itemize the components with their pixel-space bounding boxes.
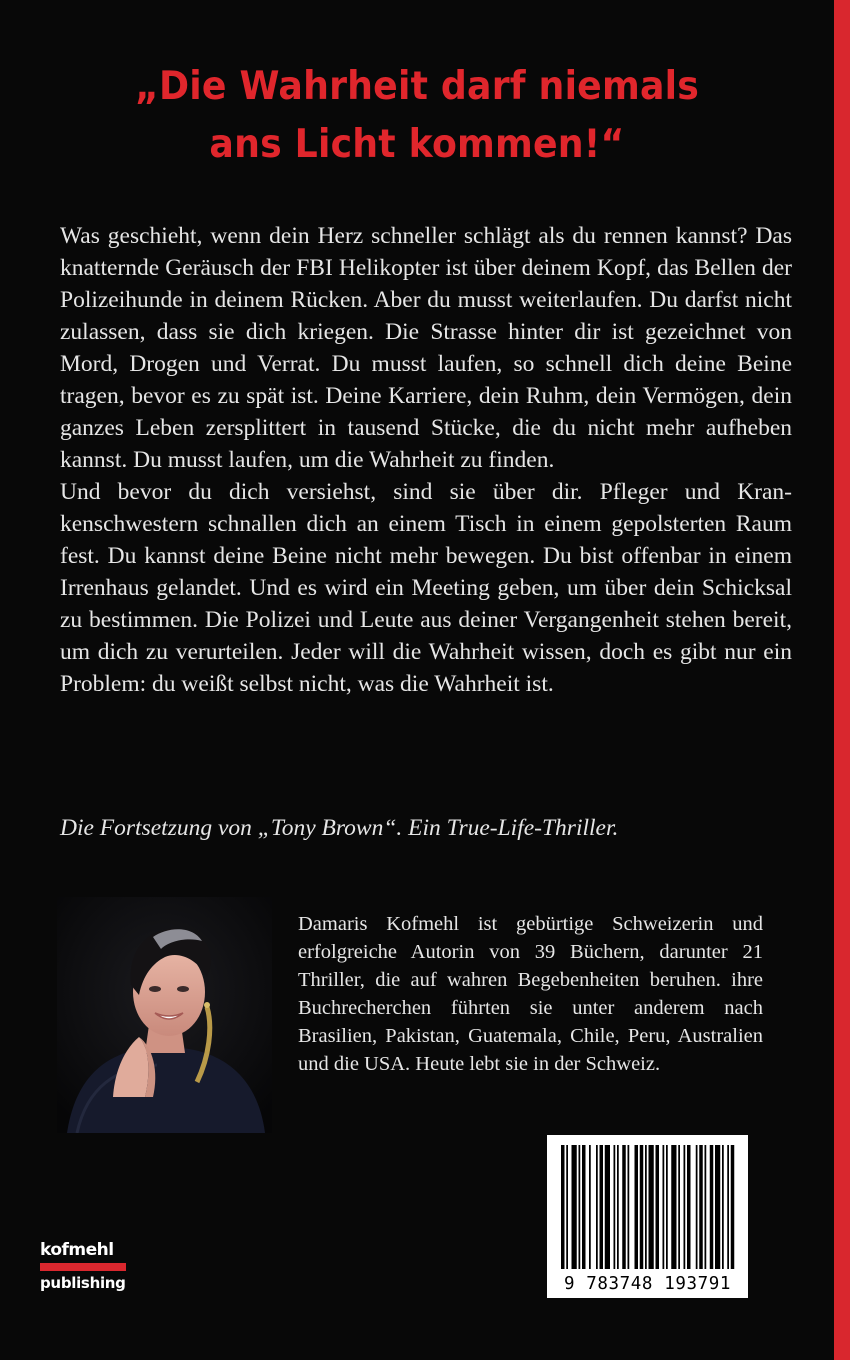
barcode-bar — [649, 1145, 654, 1269]
publisher-sub: publishing — [40, 1274, 126, 1292]
barcode-bar — [566, 1145, 568, 1269]
barcode-bar — [572, 1145, 577, 1269]
barcode-bar — [589, 1145, 591, 1269]
barcode-bar — [678, 1145, 680, 1269]
barcode-bar — [579, 1145, 581, 1269]
headline-line-2: ans Licht kommen!“ — [209, 122, 625, 167]
headline-quote — [29, 58, 805, 174]
publisher-logo-bar — [40, 1263, 126, 1271]
red-edge-stripe — [834, 0, 850, 1360]
barcode-bar — [687, 1145, 691, 1269]
barcode-bar — [561, 1145, 565, 1269]
author-bio: Damaris Kofmehl ist gebürtige Schweizerin und erfolgreiche Autorin von 39 Büchern, darunter 21 Thriller, die auf wahren Begebenheiten beruhen. ihre Buchrecherchen führten sie unter anderem nach Brasilien, Pakistan, Guatemala, Chile, Peru, Australien und die USA. Heute lebt sie in der Schweiz. — [298, 913, 763, 1075]
barcode-bar — [663, 1145, 665, 1269]
headline-line-1: „Die Wahrheit darf niemals — [134, 64, 700, 109]
barcode-bar — [727, 1145, 729, 1269]
barcode-bar — [600, 1145, 604, 1269]
barcode-bar — [622, 1145, 626, 1269]
barcode-bar — [635, 1145, 639, 1269]
barcode-bar — [731, 1145, 735, 1269]
barcode-bar — [596, 1145, 598, 1269]
barcode-bar — [640, 1145, 644, 1269]
publisher-name: kofmehl — [40, 1240, 114, 1260]
barcode-bar — [671, 1145, 676, 1269]
barcode-bar — [710, 1145, 714, 1269]
barcode-bar — [696, 1145, 698, 1269]
barcode-bar — [645, 1145, 647, 1269]
barcode-bar — [617, 1145, 619, 1269]
barcode-bar — [628, 1145, 630, 1269]
blurb-paragraph-1: Was geschieht, wenn dein Herz schneller schlägt als du rennen kannst? Das knatternde Geräusch der FBI Helikopter ist über deinem Kopf, das Bellen der Polizeihunde in deinem Rücken. Aber du musst weiterlaufen. Du darfst nicht zulassen, dass sie dich kriegen. Die Strasse hinter dir ist gezeichnet von Mord, Drogen und Verrat. Du musst laufen, so schnell dich deine Beine tragen, bevor es zu spät ist. Deine Karriere, dein Ruhm, dein Vermögen, dein ganzes Leben zersplittert in tausend Stücke, die du nicht mehr aufheben kannst. Du musst laufen, um die Wahrheit zu finden. — [60, 223, 792, 473]
isbn-barcode — [547, 1135, 748, 1298]
barcode-bar — [715, 1145, 720, 1269]
blurb-text — [60, 220, 792, 700]
series-tagline: Die Fortsetzung von „Tony Brown“. Ein True-Life-Thriller. — [60, 815, 619, 841]
publisher-logo — [40, 1240, 130, 1292]
barcode-bar — [699, 1145, 703, 1269]
barcode-bar — [605, 1145, 610, 1269]
barcode-bar — [614, 1145, 616, 1269]
barcode-bar — [684, 1145, 686, 1269]
author-portrait-illustration — [57, 897, 272, 1133]
barcode-bar — [656, 1145, 660, 1269]
blurb-paragraph-2: Und bevor du dich versiehst, sind sie über dir. Pfleger und Krankenschwestern schnallen dich an einem Tisch in einem gepolsterten Raum fest. Du kannst deine Beine nicht mehr bewegen. Du bist offenbar in einem Irrenhaus gelandet. Und es wird ein Meeting geben, um über dein Schicksal zu bestimmen. Die Polizei und Leute aus deiner Vergangenheit stehen bereit, um dich zu verurteilen. Jeder will die Wahrheit wissen, doch es gibt nur ein Problem: du weißt selbst nicht, was die Wahrheit ist. — [60, 479, 792, 697]
barcode-bar — [705, 1145, 707, 1269]
author-photo — [57, 897, 272, 1133]
barcode-bar — [582, 1145, 586, 1269]
barcode-bar — [722, 1145, 724, 1269]
isbn-number: 9 783748 193791 — [563, 1274, 732, 1294]
barcode-bar — [666, 1145, 668, 1269]
